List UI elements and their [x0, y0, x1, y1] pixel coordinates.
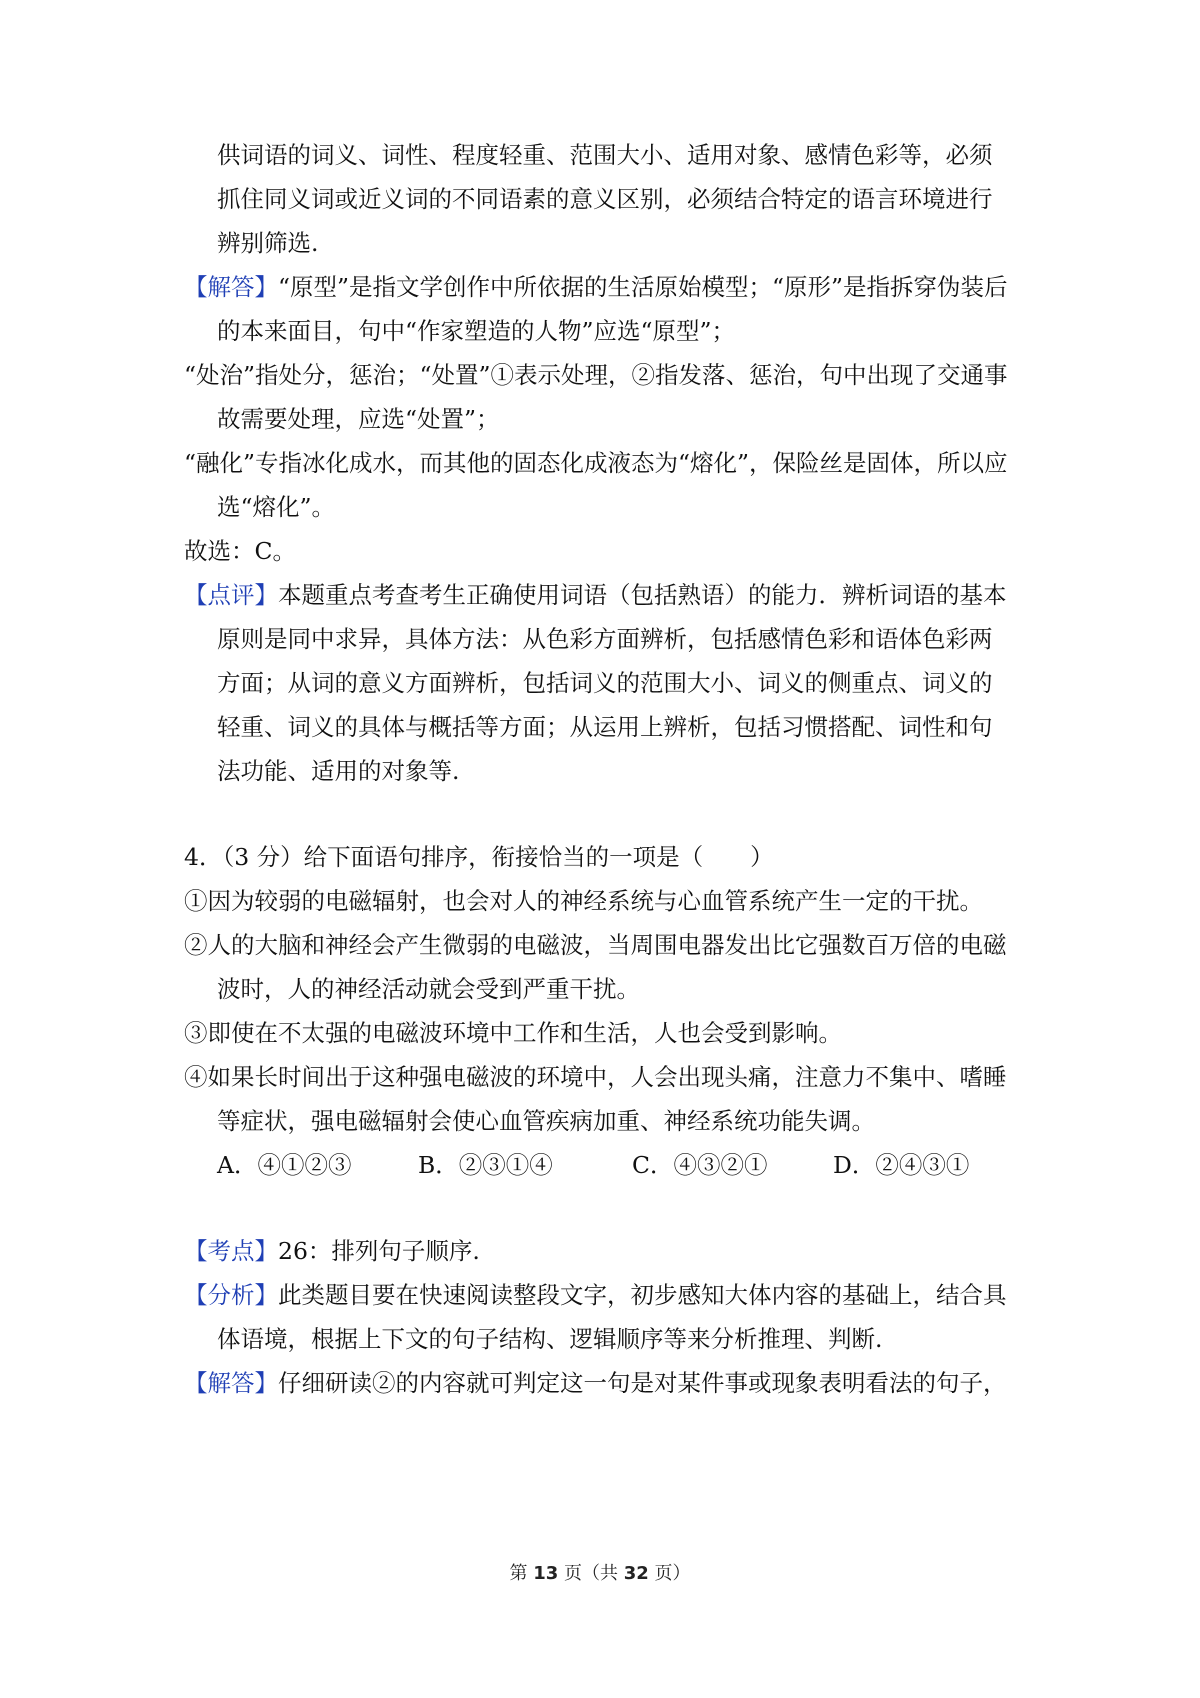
page-footer: [0, 1562, 1200, 1586]
option-d: D．②④③①: [833, 1151, 970, 1179]
kaodian-text: 26：排列句子顺序.: [278, 1237, 480, 1265]
answer-4-tag: 【解答】: [184, 1369, 278, 1397]
question-4-sentence-2a: ②人的大脑和神经会产生微弱的电磁波，当周围电器发出比它强数百万倍的电磁: [184, 931, 1007, 959]
fenxi-4-line-1: [184, 1280, 1007, 1310]
question-4-sentence-1: ①因为较弱的电磁辐射，也会对人的神经系统与心血管系统产生一定的干扰。: [184, 887, 983, 915]
footer-suffix: 页）: [648, 1563, 691, 1584]
answer-3-text: “原型”是指文学创作中所依据的生活原始模型；“原形”是指拆穿伪装后: [278, 273, 1008, 301]
total-pages: 32: [623, 1563, 649, 1584]
option-c: C．④③②①: [632, 1151, 768, 1179]
answer-3-line-1: [184, 272, 1008, 302]
question-4-sentence-3: ③即使在不太强的电磁波环境中工作和生活，人也会受到影响。: [184, 1019, 842, 1047]
analysis-continued-line-3: 辨别筛选.: [217, 229, 319, 257]
answer-4-line-1: [184, 1368, 1007, 1398]
question-4-sentence-4a: ④如果长时间出于这种强电磁波的环境中，人会出现头痛，注意力不集中、嗜睡: [184, 1063, 1007, 1091]
analysis-continued-line-1: 供词语的词义、词性、程度轻重、范围大小、适用对象、感情色彩等，必须: [217, 141, 993, 169]
question-4-sentence-4b: 等症状，强电磁辐射会使心血管疾病加重、神经系统功能失调。: [217, 1107, 875, 1135]
review-tag: 【点评】: [184, 581, 278, 609]
footer-middle: 页（共: [558, 1563, 624, 1584]
review-3-line-5: 法功能、适用的对象等.: [217, 757, 460, 785]
review-3-line-2: 原则是同中求异，具体方法：从色彩方面辨析，包括感情色彩和语体色彩两: [217, 625, 993, 653]
kaodian-tag: 【考点】: [184, 1237, 278, 1265]
review-3-line-1: [184, 580, 1007, 610]
fenxi-tag: 【分析】: [184, 1281, 278, 1309]
review-3-line-3: 方面；从词的意义方面辨析，包括词义的范围大小、词义的侧重点、词义的: [217, 669, 993, 697]
answer-3-line-4: 故需要处理，应选“处置”；: [217, 405, 500, 433]
page-number: 13: [533, 1563, 559, 1584]
question-4-sentence-2b: 波时，人的神经活动就会受到严重干扰。: [217, 975, 640, 1003]
option-b: B．②③①④: [418, 1151, 553, 1179]
answer-3-choice: 故选：C。: [184, 537, 296, 565]
answer-3-line-6: 选“熔化”。: [217, 493, 336, 521]
footer-prefix: 第: [509, 1563, 534, 1584]
review-3-line-4: 轻重、词义的具体与概括等方面；从运用上辨析，包括习惯搭配、词性和句: [217, 713, 993, 741]
fenxi-text: 此类题目要在快速阅读整段文字，初步感知大体内容的基础上，结合具: [278, 1281, 1007, 1309]
answer-3-line-3: “处治”指处分，惩治；“处置”①表示处理，②指发落、惩治，句中出现了交通事: [184, 361, 1008, 389]
analysis-continued-line-2: 抓住同义词或近义词的不同语素的意义区别，必须结合特定的语言环境进行: [217, 185, 993, 213]
answer-tag: 【解答】: [184, 273, 278, 301]
review-3-text: 本题重点考查考生正确使用词语（包括熟语）的能力．辨析词语的基本: [278, 581, 1007, 609]
option-a: A．④①②③: [217, 1151, 352, 1179]
question-4-stem: 4．（3 分）给下面语句排序，衔接恰当的一项是（ ）: [184, 843, 774, 871]
answer-3-line-5: “融化”专指冰化成水，而其他的固态化成液态为“熔化”，保险丝是固体，所以应: [184, 449, 1008, 477]
answer-3-line-2: 的本来面目，句中“作家塑造的人物”应选“原型”；: [217, 317, 736, 345]
answer-4-text: 仔细研读②的内容就可判定这一句是对某件事或现象表明看法的句子，: [278, 1369, 1007, 1397]
fenxi-4-line-2: 体语境，根据上下文的句子结构、逻辑顺序等来分析推理、判断.: [217, 1325, 883, 1353]
kaodian-4: [184, 1236, 480, 1266]
